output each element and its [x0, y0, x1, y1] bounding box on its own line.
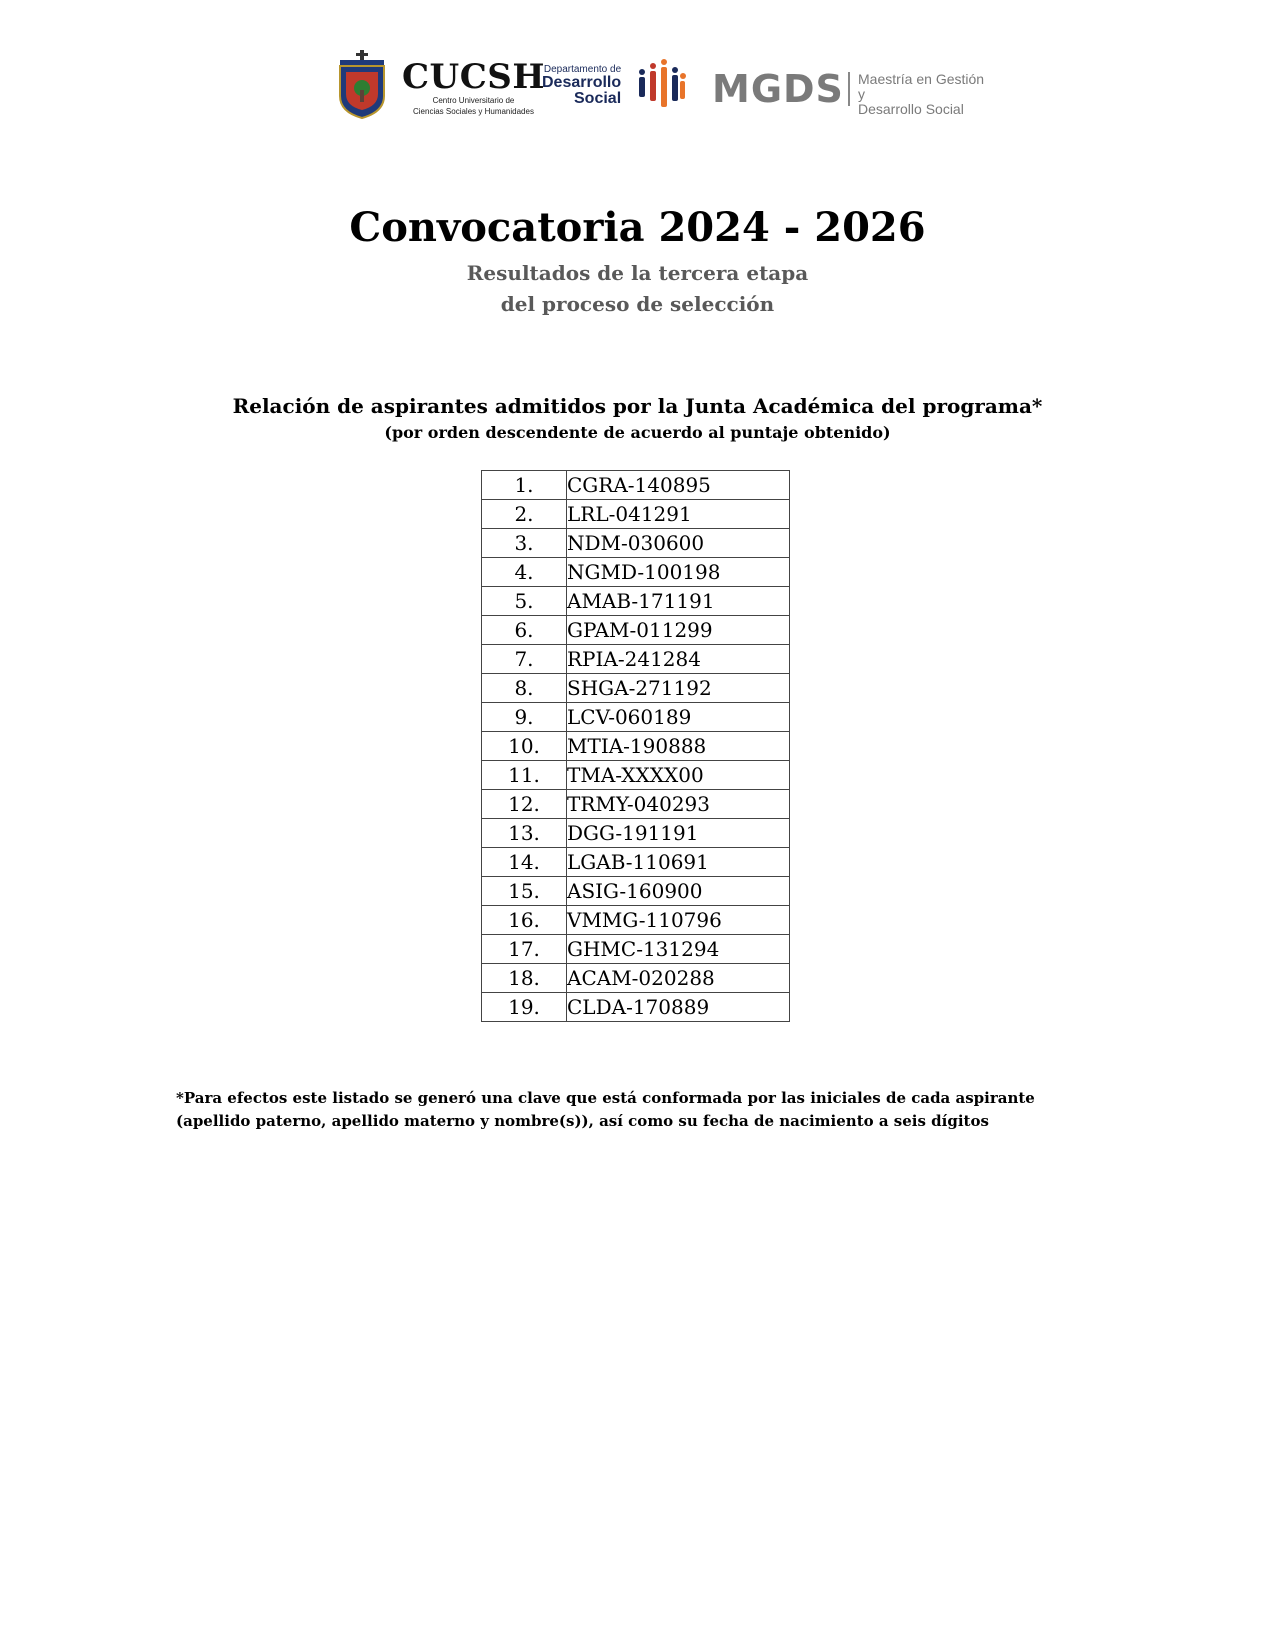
people-icon: [636, 58, 686, 114]
rank-cell: 13.: [482, 819, 567, 848]
page-subtitle: [0, 258, 1275, 320]
rank-cell: 8.: [482, 674, 567, 703]
applicant-code-cell: RPIA-241284: [567, 645, 790, 674]
rank-cell: 2.: [482, 500, 567, 529]
rank-cell: 1.: [482, 471, 567, 500]
rank-cell: 16.: [482, 906, 567, 935]
rank-cell: 3.: [482, 529, 567, 558]
table-row: [482, 500, 790, 529]
table-row: [482, 703, 790, 732]
table-row: [482, 616, 790, 645]
applicant-code-cell: VMMG-110796: [567, 906, 790, 935]
mgds-description: [858, 72, 986, 117]
applicant-code-cell: LGAB-110691: [567, 848, 790, 877]
applicant-code-cell: GPAM-011299: [567, 616, 790, 645]
applicant-code-cell: SHGA-271192: [567, 674, 790, 703]
rank-cell: 5.: [482, 587, 567, 616]
rank-cell: 14.: [482, 848, 567, 877]
mgds-divider: [848, 72, 850, 106]
applicant-code-cell: LCV-060189: [567, 703, 790, 732]
applicant-code-cell: GHMC-131294: [567, 935, 790, 964]
applicant-code-cell: MTIA-190888: [567, 732, 790, 761]
applicant-code-cell: AMAB-171191: [567, 587, 790, 616]
table-row: [482, 964, 790, 993]
table-row: [482, 819, 790, 848]
table-row: [482, 587, 790, 616]
applicant-code-cell: LRL-041291: [567, 500, 790, 529]
table-row: [482, 906, 790, 935]
applicant-code-cell: CGRA-140895: [567, 471, 790, 500]
cucsh-title: CUCSH: [402, 57, 545, 97]
table-row: [482, 877, 790, 906]
table-row: [482, 935, 790, 964]
table-row: [482, 645, 790, 674]
header-logos: [336, 50, 986, 120]
cucsh-logo: [402, 57, 545, 116]
applicant-code-cell: ACAM-020288: [567, 964, 790, 993]
table-row: [482, 529, 790, 558]
results-table: [481, 470, 790, 1022]
mgds-desc-line-2: Desarrollo Social: [858, 101, 964, 117]
rank-cell: 12.: [482, 790, 567, 819]
table-row: [482, 761, 790, 790]
cucsh-subtitle-2: Ciencias Sociales y Humanidades: [413, 107, 534, 116]
footnote: *Para efectos este listado se generó una clave que está conformada por las iniciales de cada aspirante (apellido paterno, apellido materno y nombre(s)), así como su fecha de nacimiento a seis dígitos: [176, 1089, 1035, 1130]
rank-cell: 7.: [482, 645, 567, 674]
section-title: Relación de aspirantes admitidos por la Junta Académica del programa*: [232, 394, 1043, 418]
subtitle-line-2: del proceso de selección: [500, 292, 775, 316]
page-title: Convocatoria 2024 - 2026: [349, 204, 926, 251]
table-row: [482, 674, 790, 703]
depto-line-2: Desarrollo: [542, 74, 622, 91]
applicant-code-cell: TRMY-040293: [567, 790, 790, 819]
applicant-code-cell: TMA-XXXX00: [567, 761, 790, 790]
rank-cell: 4.: [482, 558, 567, 587]
applicant-code-cell: CLDA-170889: [567, 993, 790, 1022]
applicant-code-cell: NDM-030600: [567, 529, 790, 558]
table-row: [482, 732, 790, 761]
table-row: [482, 848, 790, 877]
table-row: [482, 790, 790, 819]
mgds-desc-line-1: Maestría en Gestión y: [858, 71, 985, 102]
table-row: [482, 471, 790, 500]
depto-logo: [542, 64, 621, 107]
applicant-code-cell: NGMD-100198: [567, 558, 790, 587]
table-row: [482, 558, 790, 587]
depto-line-3: Social: [574, 90, 622, 107]
table-row: [482, 993, 790, 1022]
rank-cell: 10.: [482, 732, 567, 761]
applicant-code-cell: DGG-191191: [567, 819, 790, 848]
university-crest-icon: [336, 50, 388, 120]
cucsh-subtitle-1: Centro Universitario de: [432, 96, 515, 105]
depto-line-1: Departamento de: [543, 64, 622, 75]
rank-cell: 9.: [482, 703, 567, 732]
rank-cell: 6.: [482, 616, 567, 645]
rank-cell: 17.: [482, 935, 567, 964]
mgds-logo: MGDS: [712, 67, 844, 111]
rank-cell: 19.: [482, 993, 567, 1022]
results-table-body: [482, 471, 790, 1022]
rank-cell: 15.: [482, 877, 567, 906]
applicant-code-cell: ASIG-160900: [567, 877, 790, 906]
rank-cell: 11.: [482, 761, 567, 790]
section-subtitle: (por orden descendente de acuerdo al puntaje obtenido): [384, 423, 891, 442]
subtitle-line-1: Resultados de la tercera etapa: [466, 261, 809, 285]
rank-cell: 18.: [482, 964, 567, 993]
